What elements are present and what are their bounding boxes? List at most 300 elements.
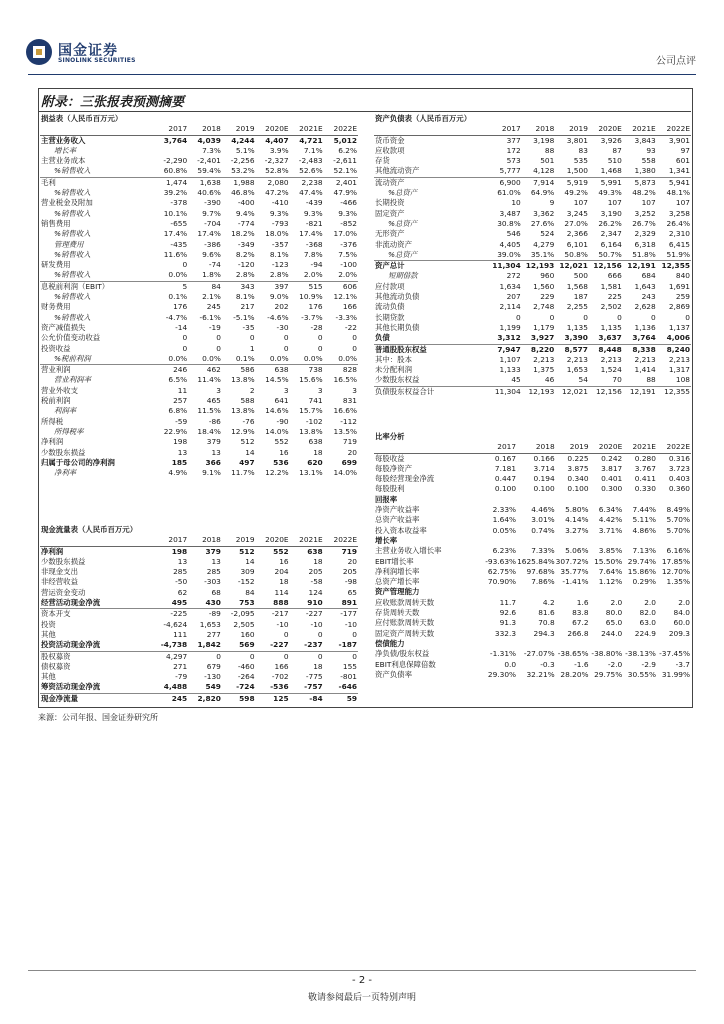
row-value: 12,191 — [623, 386, 657, 397]
row-value: 45 — [511, 375, 521, 385]
row-value: 14.0% — [265, 426, 289, 436]
row-label: 应付账款周转天数 — [375, 618, 435, 628]
row-value — [623, 536, 657, 546]
row-value: 64.9% — [530, 188, 555, 198]
row-label: 财务费用 — [41, 302, 71, 312]
row-value: 0.0% — [269, 353, 289, 363]
table-row — [374, 313, 691, 323]
row-value: -227 — [270, 640, 289, 650]
row-value: 2,502 — [600, 302, 622, 312]
row-value: 257 — [173, 396, 188, 406]
row-value: 81.6 — [538, 608, 555, 618]
row-value: 2,080 — [256, 177, 290, 188]
row-value: 204 — [274, 567, 289, 577]
row-value: 294.3 — [533, 628, 555, 638]
row-value: 3,487 — [499, 208, 521, 218]
table-row — [374, 355, 691, 365]
row-value: 0.403 — [668, 474, 690, 484]
row-value: -10 — [344, 619, 357, 629]
table-row — [40, 651, 358, 662]
table-row — [374, 536, 691, 546]
year-header: 2021E — [290, 535, 324, 546]
table-row — [374, 302, 691, 312]
row-value: 80.0 — [605, 608, 623, 618]
row-value: 549 — [205, 682, 221, 692]
row-label: 长期投资 — [375, 198, 405, 208]
row-value: 3 — [317, 385, 323, 395]
table-row — [40, 437, 358, 447]
row-value — [556, 495, 590, 505]
row-value: 0 — [283, 333, 289, 343]
row-value: -59 — [175, 416, 188, 426]
row-value: -378 — [170, 198, 188, 208]
row-value: -821 — [305, 218, 323, 228]
table-row — [374, 484, 691, 494]
year-header-spacer — [374, 124, 488, 135]
row-value: 7.13% — [632, 546, 656, 556]
row-label: 固定资产 — [375, 208, 405, 218]
row-value: -655 — [170, 218, 188, 228]
appendix-title: 附录：三张报表预测摘要 — [41, 95, 185, 110]
row-value: 1,136 — [634, 322, 656, 332]
table-row — [40, 281, 358, 292]
row-value: 0 — [317, 333, 323, 343]
row-value: 245 — [206, 302, 221, 312]
row-label: %税前利润 — [54, 353, 91, 363]
header-divider — [28, 74, 696, 75]
row-label: 存货 — [375, 156, 390, 166]
row-value: 14 — [245, 556, 255, 566]
row-value: 53.2% — [231, 166, 255, 176]
table-row — [40, 662, 358, 672]
row-value: 83.8 — [572, 608, 589, 618]
source-note: 来源：公司年报、国金证券研究所 — [38, 713, 158, 722]
row-value: 7.181 — [494, 463, 517, 473]
row-value: 831 — [342, 396, 357, 406]
row-value: 598 — [222, 693, 256, 704]
row-value: 285 — [206, 567, 221, 577]
row-value: 500 — [573, 271, 588, 281]
row-value: -86 — [208, 416, 221, 426]
row-value: 0.340 — [567, 474, 589, 484]
row-value: 1,653 — [566, 365, 588, 375]
row-value: 0.100 — [567, 484, 589, 494]
row-value: 719 — [342, 437, 357, 447]
row-label: 其他 — [41, 672, 56, 682]
row-label: 增长率 — [54, 145, 77, 155]
row-value: 3,362 — [533, 208, 555, 218]
row-value: 3,190 — [600, 208, 622, 218]
row-value: 176 — [308, 302, 323, 312]
row-value — [590, 639, 624, 649]
row-value: 465 — [206, 396, 221, 406]
row-value: 960 — [540, 271, 555, 281]
table-row — [374, 577, 691, 587]
row-value — [556, 536, 590, 546]
row-value: -264 — [237, 672, 255, 682]
row-value: -303 — [204, 577, 221, 587]
row-value: -38.65% — [557, 649, 589, 659]
row-value: 12,021 — [555, 261, 589, 272]
table-row — [40, 188, 358, 198]
row-value: -386 — [204, 239, 221, 249]
row-value: 1.12% — [598, 577, 623, 587]
row-value: 59 — [324, 693, 358, 704]
row-label: EBIT增长率 — [375, 556, 414, 566]
row-value: -19 — [208, 322, 221, 332]
row-value: 39.0% — [497, 249, 521, 259]
page-number: - 2 - — [352, 975, 372, 986]
row-value: 176 — [173, 302, 188, 312]
row-value: 97 — [680, 145, 690, 155]
row-value: -89 — [188, 609, 222, 620]
row-value: -14 — [175, 322, 188, 332]
row-value: 0 — [516, 312, 521, 322]
row-value: 14.6% — [265, 406, 289, 416]
row-value: 48.1% — [666, 188, 690, 198]
row-value: 1,199 — [499, 322, 521, 332]
row-value: 285 — [173, 567, 188, 577]
table-row — [40, 468, 358, 478]
table-row — [40, 557, 358, 567]
row-value — [484, 536, 517, 546]
logo-text-cn: 国金证券 — [58, 43, 118, 59]
row-label: 销售费用 — [41, 218, 71, 228]
row-value: 166 — [342, 302, 357, 312]
row-label: %销售收入 — [54, 312, 91, 322]
row-value — [590, 536, 624, 546]
page-header — [0, 0, 724, 75]
row-value: -349 — [237, 239, 255, 249]
row-label: 资本开支 — [40, 609, 154, 620]
table-row — [40, 598, 358, 609]
row-label: 净利润 — [41, 437, 64, 447]
row-value: 738 — [290, 365, 324, 376]
table-row — [40, 323, 358, 333]
row-value: 4,407 — [265, 135, 289, 145]
row-label: %销售收入 — [54, 208, 91, 218]
row-value: 0 — [324, 651, 358, 662]
ratio-analysis-table — [374, 432, 691, 680]
row-label: 每股股利 — [375, 484, 405, 494]
row-value: 5.11% — [632, 515, 656, 525]
row-value: 510 — [607, 156, 622, 166]
row-label: 所得税 — [41, 416, 64, 426]
row-value: -460 — [237, 661, 255, 671]
row-value: 68 — [211, 587, 221, 597]
table-row — [40, 406, 358, 416]
row-value: 7.64% — [598, 566, 623, 576]
row-value: 888 — [273, 598, 289, 608]
row-value: 0 — [317, 343, 323, 353]
row-value: 205 — [342, 567, 357, 577]
row-value: 377 — [506, 135, 521, 145]
row-value: 7.5% — [338, 249, 357, 259]
table-row — [40, 302, 358, 312]
year-header: 2018 — [522, 124, 556, 135]
row-value: 3.723 — [668, 463, 690, 473]
row-label: 所得税率 — [54, 426, 84, 436]
table-row — [40, 417, 358, 427]
row-value: 0.1% — [168, 292, 188, 302]
table-row — [374, 188, 691, 198]
year-header: 2020E — [256, 535, 290, 546]
row-value: 512 — [239, 546, 255, 556]
row-label: 净利率 — [54, 468, 77, 478]
table-row — [40, 396, 358, 406]
row-value: 2,329 — [634, 229, 656, 239]
row-value: -536 — [270, 682, 289, 692]
row-value: 910 — [307, 598, 323, 608]
row-value — [657, 639, 691, 649]
row-label: 非经营收益 — [41, 577, 78, 587]
row-value: -37.45% — [659, 649, 690, 659]
row-label: 每股经营现金净流 — [375, 474, 435, 484]
table-row — [40, 448, 358, 458]
row-value: 0.167 — [494, 453, 517, 463]
row-label: 应收账款周转天数 — [375, 597, 435, 607]
table-row — [40, 620, 358, 630]
row-value: 5,873 — [623, 177, 657, 188]
row-value: 5.06% — [565, 546, 589, 556]
table-row — [374, 598, 691, 608]
row-value: 16.5% — [333, 375, 357, 385]
row-label: 长期贷款 — [375, 312, 405, 322]
row-value: 6.8% — [168, 406, 188, 416]
table-row — [374, 156, 691, 166]
row-value: -112 — [340, 416, 357, 426]
row-value: 309 — [240, 567, 255, 577]
row-value: -852 — [340, 218, 357, 228]
row-label: 其他流动资产 — [375, 166, 420, 176]
table-row — [40, 156, 358, 166]
row-value: 155 — [342, 661, 357, 671]
row-value: 27.6% — [530, 218, 555, 228]
row-label: 营业利润 — [40, 365, 154, 376]
row-value: 18 — [279, 577, 289, 587]
table-row — [40, 588, 358, 598]
row-value: -4,624 — [163, 619, 188, 629]
row-label: 非现金支出 — [41, 567, 78, 577]
row-value: 2,213 — [533, 354, 555, 364]
row-value: 0.0% — [168, 270, 188, 280]
row-value: 91.3 — [499, 618, 517, 628]
table-row — [374, 453, 691, 464]
row-value: 93 — [646, 145, 656, 155]
row-value: 15.50% — [594, 556, 623, 566]
row-value: 0.280 — [634, 453, 656, 463]
row-value: 3.85% — [598, 546, 623, 556]
row-value: -2.9 — [641, 659, 656, 669]
table-row — [374, 526, 691, 536]
row-value: -74 — [208, 260, 221, 270]
row-value: 49.3% — [598, 188, 622, 198]
row-value: 271 — [173, 661, 188, 671]
row-value: 107 — [573, 198, 588, 208]
row-value: 569 — [239, 640, 255, 650]
year-header-row — [40, 124, 358, 135]
year-header: 2020E — [590, 442, 624, 453]
row-value: 3.27% — [565, 525, 589, 535]
row-value: 82.0 — [639, 608, 656, 618]
row-value: 2.0 — [644, 597, 656, 607]
row-value: 1,638 — [188, 177, 222, 188]
row-value: 0.447 — [494, 474, 517, 484]
row-value: -187 — [338, 640, 357, 650]
row-value: 2.8% — [235, 270, 255, 280]
row-label: 债权募资 — [41, 661, 71, 671]
row-label: 货币资金 — [375, 135, 405, 145]
row-value: -130 — [204, 672, 221, 682]
row-value — [657, 587, 691, 597]
table-row — [40, 672, 358, 682]
row-value: 3,901 — [668, 135, 690, 145]
row-value — [556, 639, 590, 649]
row-value: 97.68% — [526, 566, 555, 576]
row-value: 198 — [171, 546, 188, 556]
table-row — [374, 146, 691, 156]
row-value: 7.86% — [531, 577, 555, 587]
table-row — [40, 546, 358, 557]
row-value: 0 — [352, 629, 357, 639]
row-value: 9.1% — [202, 468, 221, 478]
table-title: 资产负债表（人民币百万元） — [375, 114, 472, 123]
row-value: 7.33% — [531, 546, 555, 556]
row-label: 净利润增长率 — [375, 566, 420, 576]
row-label: 投资收益 — [41, 343, 71, 353]
row-value: 6.2% — [338, 145, 357, 155]
table-row — [40, 458, 358, 468]
year-header: 2022E — [324, 535, 358, 546]
row-label: 息税前利润（EBIT） — [40, 281, 154, 292]
row-value: 4,405 — [499, 239, 521, 249]
row-value: 0.401 — [601, 474, 623, 484]
table-row — [374, 639, 691, 649]
row-value: -225 — [154, 609, 188, 620]
row-label: 管理费用 — [54, 239, 84, 249]
row-value: 3,198 — [533, 135, 555, 145]
table-row — [40, 209, 358, 219]
row-value: 52.8% — [265, 166, 289, 176]
row-value: 12,355 — [657, 261, 691, 272]
table-title-row — [374, 432, 691, 442]
row-value: 641 — [274, 396, 289, 406]
row-value: 124 — [308, 587, 323, 597]
row-value: 1,524 — [600, 365, 622, 375]
row-value: 1,341 — [668, 166, 690, 176]
table-row — [40, 313, 358, 323]
row-value: 12,193 — [522, 261, 556, 272]
row-value: 0 — [256, 651, 290, 662]
row-value: 5,012 — [333, 135, 357, 145]
row-value: 11.4% — [197, 375, 221, 385]
row-value: 29.30% — [487, 669, 517, 679]
row-value: 84 — [245, 587, 255, 597]
row-value: 59.4% — [197, 166, 221, 176]
row-value: -22 — [344, 322, 357, 332]
row-value: 4.86% — [632, 525, 656, 535]
row-value: 0 — [583, 312, 588, 322]
row-value: -646 — [338, 682, 357, 692]
year-header: 2022E — [324, 124, 358, 135]
row-value: 20 — [347, 447, 357, 457]
row-value: 3,764 — [163, 135, 188, 145]
row-value: 0 — [617, 312, 622, 322]
row-value: -774 — [237, 218, 255, 228]
doc-type-label: 公司点评 — [656, 56, 696, 67]
row-label: 流动负债 — [375, 302, 405, 312]
row-value: 1.64% — [492, 515, 517, 525]
row-value: 3,252 — [634, 208, 656, 218]
row-value: 217 — [240, 302, 255, 312]
row-value: 3,312 — [497, 333, 521, 343]
row-value: 3,843 — [634, 135, 656, 145]
row-value: -2,256 — [230, 156, 255, 166]
row-value: 343 — [222, 281, 256, 292]
row-value: -2,611 — [333, 156, 357, 166]
row-value — [623, 587, 657, 597]
row-value: 379 — [206, 437, 221, 447]
sinolink-logo-icon — [25, 38, 53, 66]
row-value: 0 — [352, 343, 357, 353]
row-value: 0 — [216, 343, 221, 353]
row-label: 其他长期负债 — [375, 322, 420, 332]
row-value: 4.9% — [168, 468, 188, 478]
table-row — [40, 292, 358, 302]
row-value: 12.70% — [661, 566, 690, 576]
table-row — [374, 670, 691, 680]
row-value: 497 — [239, 457, 255, 467]
year-header-spacer — [40, 124, 154, 135]
row-value: 12,191 — [623, 261, 657, 272]
row-value: 3.817 — [601, 463, 623, 473]
table-row — [40, 577, 358, 587]
row-value: 17.85% — [661, 556, 690, 566]
row-value: 11.5% — [197, 406, 221, 416]
row-label: EBIT利息保障倍数 — [375, 659, 436, 669]
table-row — [40, 229, 358, 239]
row-value: 2,310 — [668, 229, 690, 239]
row-value: 13 — [177, 556, 188, 566]
row-value: 8.49% — [666, 505, 690, 515]
row-value: 0 — [290, 651, 324, 662]
row-value: 0 — [182, 260, 188, 270]
table-title-row — [40, 114, 358, 124]
row-label: 筹资活动现金净流 — [41, 682, 101, 692]
row-value: -237 — [304, 640, 323, 650]
row-value: 3,764 — [632, 333, 656, 343]
row-value: 0 — [651, 312, 656, 322]
row-label: 净利润 — [41, 546, 64, 556]
row-value: 3.71% — [598, 525, 623, 535]
row-value: 8.2% — [235, 249, 255, 259]
year-header: 2018 — [188, 124, 222, 135]
row-value: 244.0 — [601, 628, 623, 638]
year-header-spacer — [374, 442, 484, 453]
row-value: 8.1% — [235, 292, 255, 302]
year-header: 2020E — [589, 124, 623, 135]
row-value: -2,290 — [163, 156, 188, 166]
row-value: 29.74% — [627, 556, 656, 566]
row-value: -390 — [204, 198, 221, 208]
table-row — [374, 166, 691, 177]
row-label: 投资活动现金净流 — [41, 640, 101, 650]
row-value: 4.14% — [565, 515, 589, 525]
row-label: 应付款项 — [375, 281, 405, 291]
row-value: 2.1% — [202, 292, 221, 302]
row-value: 187 — [573, 292, 588, 302]
row-label: 主营业务收入增长率 — [375, 546, 442, 556]
